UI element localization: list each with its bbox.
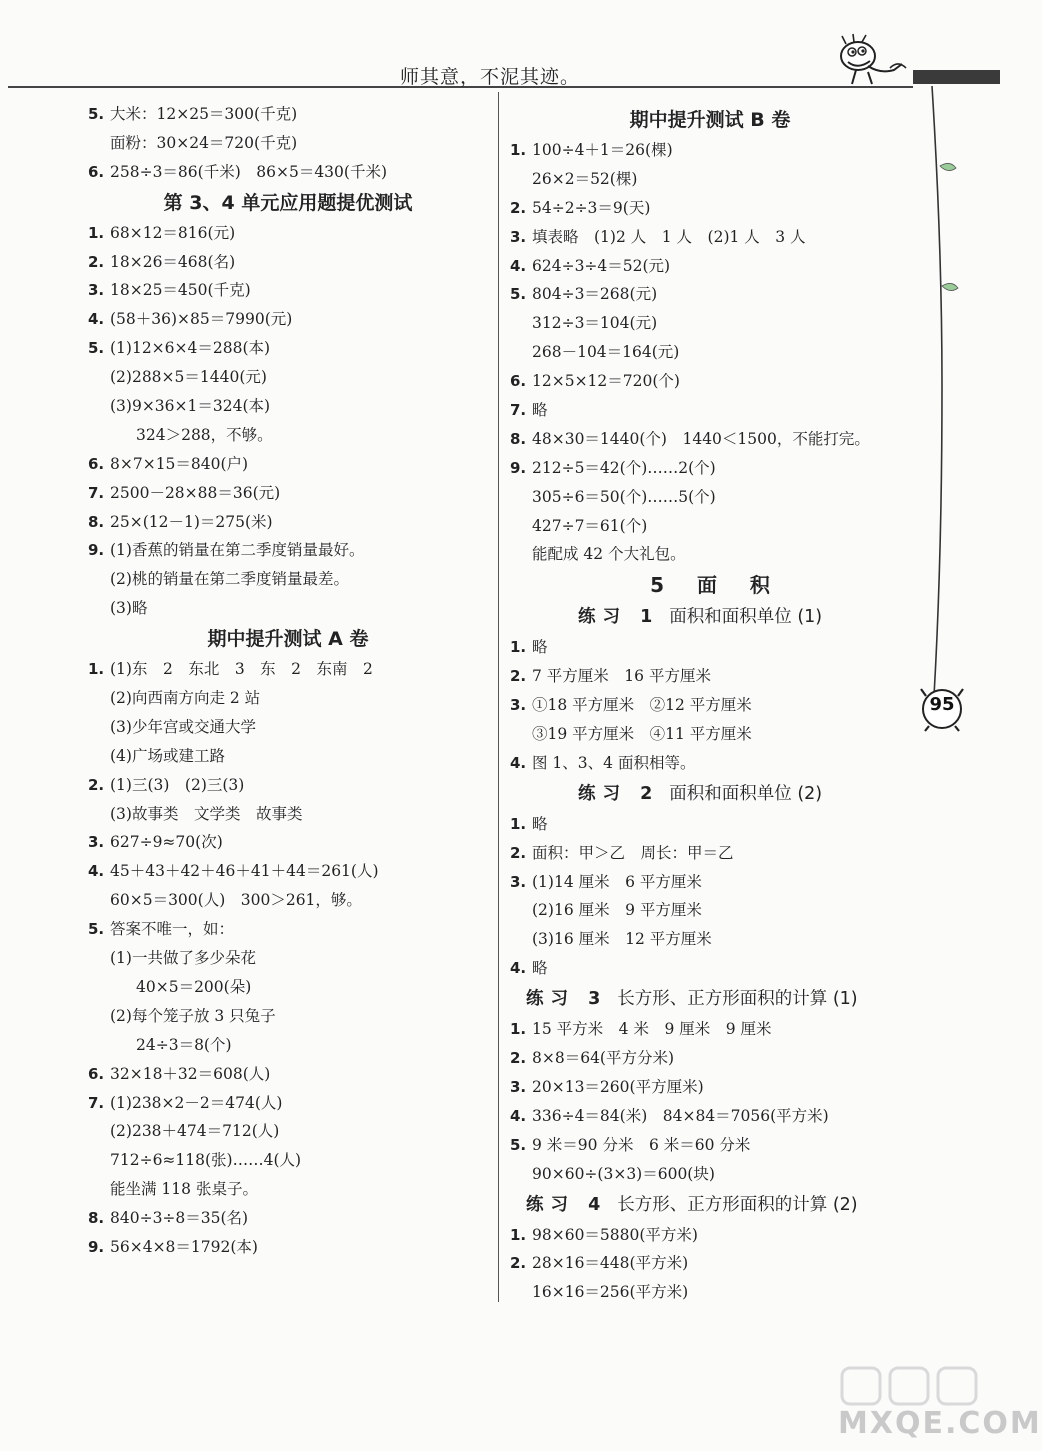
right-column: [510, 104, 910, 1307]
item-number: 3.: [510, 696, 527, 715]
item-number: 8.: [510, 429, 527, 448]
answer-item: [88, 450, 488, 479]
answer-text: 略: [532, 638, 548, 657]
answer-item: [510, 194, 910, 223]
answer-item: [510, 1221, 910, 1250]
answer-text: 305÷6＝50(个)……5(个): [532, 487, 716, 506]
answer-item: [88, 334, 488, 363]
chapter-heading: 5 面 积: [650, 573, 770, 598]
answer-text: 28×16＝448(平方米): [532, 1254, 689, 1273]
answer-text: 68×12＝816(元): [110, 223, 236, 242]
answer-item: [88, 508, 488, 537]
answer-text: 627÷9≈70(次): [110, 833, 223, 852]
answer-line: [88, 421, 488, 450]
cartoon-mascot-icon: [828, 34, 908, 90]
answer-item: [510, 691, 910, 720]
item-number: 4.: [510, 959, 527, 978]
answer-text: (1)238×2－2＝474(人): [110, 1093, 283, 1112]
answer-item: [510, 1073, 910, 1102]
item-number: 2.: [510, 843, 527, 862]
answer-line: [88, 363, 488, 392]
answer-line: [88, 713, 488, 742]
answer-text: (3)少年宫或交通大学: [110, 717, 256, 736]
answer-text: 9 米＝90 分米 6 米＝60 分米: [532, 1135, 751, 1154]
answer-line: [88, 565, 488, 594]
answer-text: (2)288×5＝1440(元): [110, 368, 267, 387]
answer-text: (1)东 2 东北 3 东 2 东南 2: [110, 660, 373, 679]
item-number: 3.: [510, 1077, 527, 1096]
watermark-text: MXQE.COM: [838, 1406, 1042, 1441]
answer-text: (2)16 厘米 9 平方厘米: [532, 901, 702, 920]
answer-line: [88, 800, 488, 829]
exercise-heading: [510, 1189, 910, 1221]
answer-text: 16×16＝256(平方米): [532, 1283, 689, 1302]
answer-item: [88, 305, 488, 334]
item-number: 9.: [88, 1237, 105, 1256]
answer-item: [510, 367, 910, 396]
answer-item: [88, 1204, 488, 1233]
answer-text: 8×7×15＝840(户): [110, 454, 249, 473]
answer-text: (3)16 厘米 12 平方厘米: [532, 930, 712, 949]
item-number: 1.: [510, 1225, 527, 1244]
answer-text: (2)238＋474＝712(人): [110, 1122, 280, 1141]
item-number: 6.: [510, 372, 527, 391]
answer-item: [510, 252, 910, 281]
answer-item: [510, 396, 910, 425]
exercise-heading: [510, 601, 910, 633]
answer-text: 624÷3÷4＝52(元): [532, 256, 671, 275]
answer-text: (1)三(3) (2)三(3): [110, 775, 245, 794]
answer-item: [88, 100, 488, 129]
exercise-title: 面积和面积单位 (1): [669, 607, 823, 628]
answer-text: 能配成 42 个大礼包。: [532, 545, 686, 564]
answer-line: [88, 973, 488, 1002]
answer-text: 18×25＝450(千克): [110, 281, 251, 300]
answer-text: 答案不唯一，如：: [110, 920, 235, 939]
answer-text: 2500－28×88＝36(元): [110, 483, 281, 502]
item-number: 4.: [510, 753, 527, 772]
answer-text: 大米：12×25＝300(千克): [110, 105, 298, 123]
answer-item: [510, 223, 910, 252]
answer-line: [88, 1175, 488, 1204]
answer-text: 268－104＝164(元): [532, 343, 680, 362]
item-number: 3.: [88, 281, 105, 300]
answer-item: [88, 536, 488, 565]
answer-text: ③19 平方厘米 ④11 平方厘米: [532, 725, 752, 744]
answer-line: [88, 1146, 488, 1175]
answer-item: [88, 655, 488, 684]
answer-text: 45＋43＋42＋46＋41＋44＝261(人): [110, 862, 379, 881]
item-number: 1.: [510, 141, 527, 159]
answer-line: [510, 338, 910, 367]
answer-line: [510, 896, 910, 925]
exercise-title: 长方形、正方形面积的计算 (1): [617, 989, 858, 1010]
exercise-title: 长方形、正方形面积的计算 (2): [617, 1194, 858, 1215]
answer-item: [510, 1249, 910, 1278]
answer-item: [88, 771, 488, 800]
left-column: [88, 100, 488, 1262]
item-number: 5.: [510, 1135, 527, 1154]
item-number: 2.: [510, 1049, 527, 1068]
answer-item: [88, 857, 488, 886]
item-number: 4.: [88, 310, 105, 329]
answer-item: [510, 454, 910, 483]
item-number: 1.: [510, 1020, 527, 1039]
answer-item: [510, 662, 910, 691]
answer-text: 略: [532, 814, 548, 833]
answer-text: (58＋36)×85＝7990(元): [110, 310, 293, 329]
answer-text: 面积：甲＞乙 周长：甲＝乙: [532, 843, 734, 862]
exercise-heading: [510, 778, 910, 810]
answer-text: 图 1、3、4 面积相等。: [532, 753, 696, 772]
answer-item: [510, 1044, 910, 1073]
answer-item: [510, 1015, 910, 1044]
column-divider: [498, 92, 499, 1302]
item-number: 5.: [510, 285, 527, 304]
answer-item: [510, 749, 910, 778]
answer-text: 54÷2÷3＝9(天): [532, 198, 651, 217]
section-heading: 第 3、4 单元应用题提优测试: [163, 191, 413, 214]
answer-text: 20×13＝260(平方厘米): [532, 1077, 704, 1096]
answer-line: [510, 720, 910, 749]
answer-line: [510, 309, 910, 338]
answer-text: 32×18＋32＝608(人): [110, 1064, 271, 1083]
answer-text: 804÷3＝268(元): [532, 285, 658, 304]
exercise-label: 练习 1: [578, 607, 660, 628]
answer-text: 90×60÷(3×3)＝600(块): [532, 1164, 715, 1183]
answer-item: [510, 136, 910, 165]
answer-item: [510, 810, 910, 839]
answer-text: 略: [532, 959, 548, 978]
answer-item: [88, 219, 488, 248]
answer-line: [88, 129, 488, 158]
answer-text: 60×5＝300(人) 300＞261，够。: [110, 891, 362, 910]
item-number: 7.: [510, 401, 527, 420]
answer-line: [88, 684, 488, 713]
answer-text: 427÷7＝61(个): [532, 516, 648, 535]
answer-item: [510, 868, 910, 897]
answer-text: 98×60＝5880(平方米): [532, 1225, 698, 1244]
answer-item: [88, 158, 488, 187]
answer-line: [88, 1031, 488, 1060]
answer-item: [88, 479, 488, 508]
answer-text: (1)香蕉的销量在第二季度销量最好。: [110, 541, 365, 560]
answer-item: [510, 839, 910, 868]
answer-text: 712÷6≈118(张)……4(人): [110, 1151, 302, 1170]
answer-text: 40×5＝200(朵): [136, 977, 252, 996]
item-number: 5.: [88, 105, 105, 123]
answer-line: [510, 540, 910, 569]
answer-text: 8×8＝64(平方分米): [532, 1049, 675, 1068]
answer-line: [88, 944, 488, 973]
item-number: 7.: [88, 1093, 105, 1112]
answer-item: [88, 1060, 488, 1089]
answer-text: (3)9×36×1＝324(本): [110, 397, 271, 416]
answer-item: [510, 633, 910, 662]
page-number: 95: [929, 694, 955, 715]
answer-item: [88, 276, 488, 305]
answer-text: 面粉：30×24＝720(千克): [110, 133, 298, 152]
answer-item: [510, 954, 910, 983]
item-number: 2.: [88, 252, 105, 271]
answer-item: [88, 1089, 488, 1118]
answer-text: (2)向西南方向走 2 站: [110, 689, 261, 708]
item-number: 6.: [88, 162, 105, 181]
answer-text: (1)12×6×4＝288(本): [110, 339, 271, 358]
answer-line: [510, 1278, 910, 1307]
answer-text: 略: [532, 401, 548, 420]
answer-text: 26×2＝52(棵): [532, 169, 638, 188]
item-number: 4.: [510, 256, 527, 275]
answer-item: [88, 915, 488, 944]
answer-text: 212÷5＝42(个)……2(个): [532, 458, 716, 477]
item-number: 1.: [510, 814, 527, 833]
answer-text: 18×26＝468(名): [110, 252, 236, 271]
answer-text: 填表略 (1)2 人 1 人 (2)1 人 3 人: [532, 227, 806, 246]
item-number: 9.: [88, 541, 105, 560]
answer-text: 48×30＝1440(个) 1440＜1500，不能打完。: [532, 429, 870, 448]
answer-text: 7 平方厘米 16 平方厘米: [532, 667, 711, 686]
answer-item: [88, 1233, 488, 1262]
answer-text: 258÷3＝86(千米) 86×5＝430(千米): [110, 162, 388, 181]
answer-line: [88, 886, 488, 915]
item-number: 4.: [510, 1106, 527, 1125]
answer-line: [88, 1117, 488, 1146]
section-heading: 期中提升测试 B 卷: [629, 109, 791, 131]
answer-text: 336÷4＝84(米) 84×84＝7056(平方米): [532, 1106, 829, 1125]
answer-line: [88, 594, 488, 623]
item-number: 2.: [510, 198, 527, 217]
answer-text: 能坐满 118 张桌子。: [110, 1180, 258, 1199]
answer-item: [88, 248, 488, 277]
section-heading: 期中提升测试 A 卷: [207, 628, 369, 651]
item-number: 3.: [510, 872, 527, 891]
exercise-label: 练习 2: [578, 783, 660, 804]
answer-text: (2)桃的销量在第二季度销量最差。: [110, 570, 349, 589]
item-number: 1.: [510, 638, 527, 657]
answer-line: [510, 1160, 910, 1189]
answer-line: [88, 392, 488, 421]
exercise-title: 面积和面积单位 (2): [669, 783, 823, 804]
answer-line: [88, 1002, 488, 1031]
answer-text: 324＞288，不够。: [136, 425, 273, 444]
exercise-heading: [510, 983, 910, 1015]
answer-text: (2)每个笼子放 3 只兔子: [110, 1006, 276, 1025]
answer-line: [88, 742, 488, 771]
answer-item: [88, 828, 488, 857]
answer-item: [510, 1131, 910, 1160]
item-number: 4.: [88, 862, 105, 881]
answer-text: (1)14 厘米 6 平方厘米: [532, 872, 702, 891]
item-number: 7.: [88, 483, 105, 502]
answer-line: [510, 483, 910, 512]
header-motto: 师其意，不泥其迹。: [400, 66, 581, 88]
answer-item: [510, 1102, 910, 1131]
answer-text: ①18 平方厘米 ②12 平方厘米: [532, 696, 752, 715]
answer-text: (1)一共做了多少朵花: [110, 949, 256, 968]
item-number: 6.: [88, 1064, 105, 1083]
answer-text: 25×(12－1)＝275(米): [110, 512, 273, 531]
answer-text: (3)略: [110, 599, 148, 618]
item-number: 3.: [510, 227, 527, 246]
item-number: 1.: [88, 660, 105, 679]
item-number: 1.: [88, 223, 105, 242]
answer-text: 100÷4＋1＝26(棵): [532, 141, 673, 159]
answer-text: (3)故事类 文学类 故事类: [110, 804, 303, 823]
item-number: 8.: [88, 1209, 105, 1228]
header-bar: [913, 70, 1000, 84]
answer-text: 24÷3＝8(个): [136, 1035, 232, 1054]
item-number: 2.: [510, 667, 527, 686]
item-number: 2.: [88, 775, 105, 794]
exercise-label: 练习 4: [526, 1194, 608, 1215]
exercise-label: 练习 3: [526, 989, 608, 1010]
item-number: 2.: [510, 1254, 527, 1273]
answer-line: [510, 925, 910, 954]
answer-text: 15 平方米 4 米 9 厘米 9 厘米: [532, 1020, 772, 1039]
item-number: 9.: [510, 458, 527, 477]
item-number: 5.: [88, 339, 105, 358]
item-number: 8.: [88, 512, 105, 531]
answer-line: [510, 512, 910, 541]
answer-text: 56×4×8＝1792(本): [110, 1237, 258, 1256]
answer-text: 840÷3÷8＝35(名): [110, 1209, 249, 1228]
answer-item: [510, 425, 910, 454]
item-number: 5.: [88, 920, 105, 939]
answer-text: (4)广场或建工路: [110, 746, 225, 765]
answer-item: [510, 280, 910, 309]
decorative-vine-icon: [920, 86, 960, 706]
answer-text: 312÷3＝104(元): [532, 314, 658, 333]
item-number: 6.: [88, 454, 105, 473]
item-number: 3.: [88, 833, 105, 852]
answer-text: 12×5×12＝720(个): [532, 372, 680, 391]
answer-line: [510, 165, 910, 194]
